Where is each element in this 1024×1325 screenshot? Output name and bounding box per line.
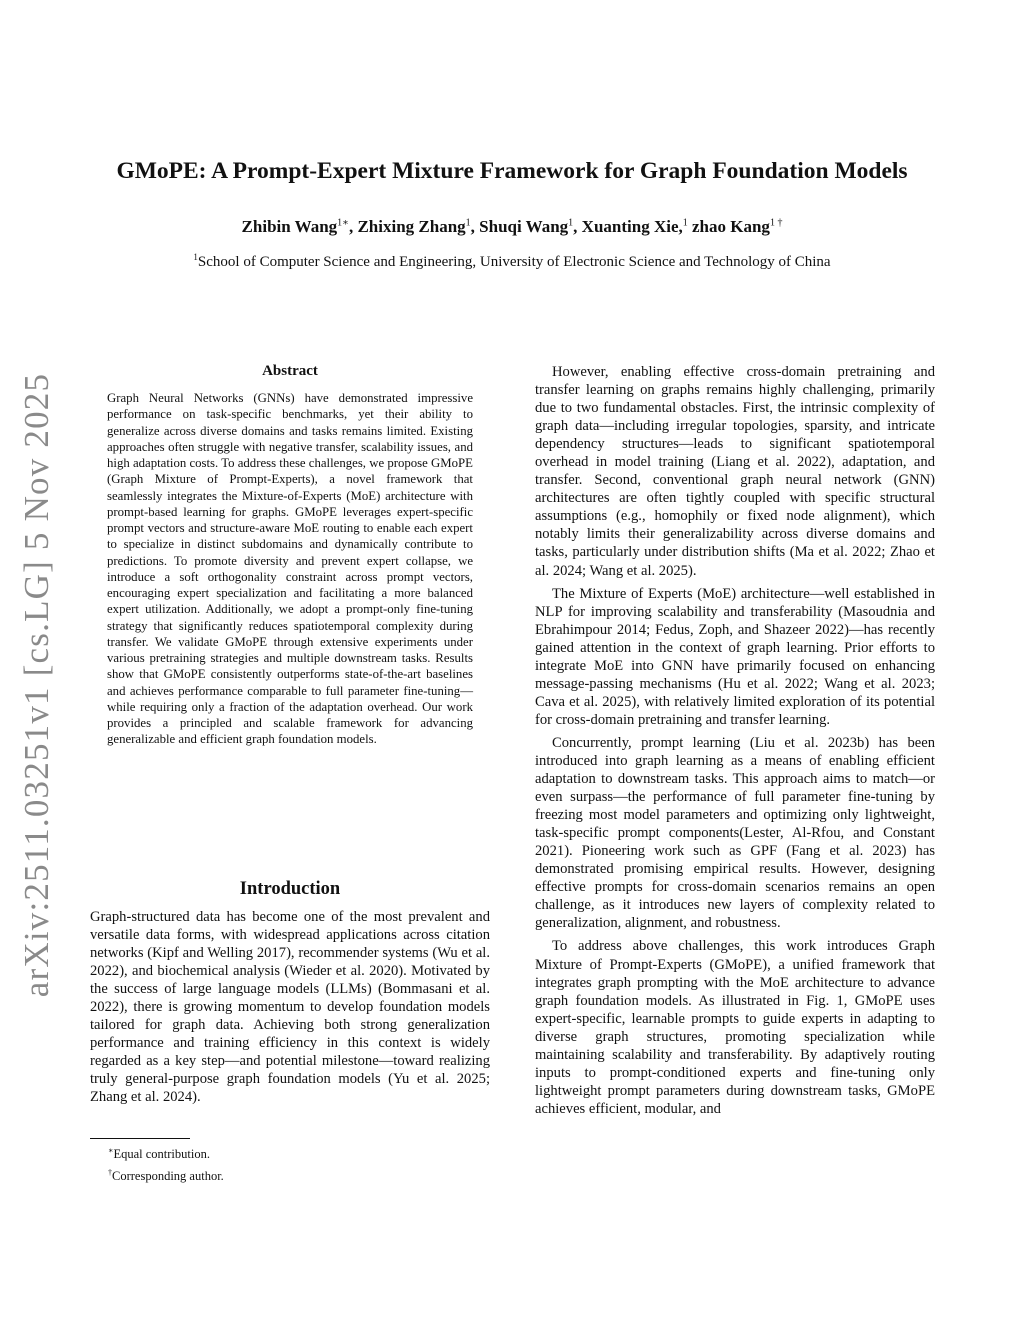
footnote-divider <box>90 1138 190 1139</box>
left-column <box>90 363 490 748</box>
author-name: Xuanting Xie, <box>581 217 683 236</box>
body-paragraph: The Mixture of Experts (MoE) architecture—well established in NLP for improving scalability and transferability (Masoudnia and Ebrahimpour 2014; Fedus, Zoph, and Shazeer 2022)—has recently gained attention in the context of graph learning. Prior efforts to integrate MoE into GNN have primarily focused on enhancing message-passing mechanisms (Hu et al. 2022; Wang et al. 2023; Cava et al. 2025), with relatively limited exploration of its potential for cross-domain pretraining and transfer learning. <box>535 585 935 728</box>
footnote-text: Corresponding author. <box>112 1168 224 1183</box>
body-paragraph: However, enabling effective cross-domain pretraining and transfer learning on graphs remains highly challenging, primarily due to two fundamental obstacles. First, the intrinsic complexity of graph data—including irregular topologies, sparsity, and intricate dependency structures—leads to significant spatiotemporal overhead in model training (Liang et al. 2022), adaptation, and transfer. Second, conventional graph neural network (GNN) architectures are often tightly coupled with specific structural assumptions (e.g., homophily or fixed node alignment), which notably limits their generalizability across diverse domains and tasks, particularly under distribution shifts (Ma et al. 2022; Zhao et al. 2024; Wang et al. 2025). <box>535 364 935 579</box>
affiliation-mark: 1 <box>193 252 198 262</box>
paper-title: GMoPE: A Prompt-Expert Mixture Framework for Graph Foundation Models <box>116 158 908 184</box>
author-affiliation-mark: 1 <box>682 217 688 229</box>
footnotes <box>108 1142 488 1185</box>
abstract-body: Graph Neural Networks (GNNs) have demonstrated impressive performance on task-specific benchmarks, yet their ability to generalize across diverse domains and tasks remains limited. Existing approaches often struggle with negative transfer, scalability issues, and high adaptation costs. To address these challenges, we propose GMoPE (Graph Mixture of Prompt-Experts), a novel framework that seamlessly integrates the Mixture-of-Experts (MoE) architecture with prompt-based learning for graphs. GMoPE leverages expert-specific prompt vectors and structure-aware MoE routing to enable each expert to specialize in distinct subdomains and dynamically contribute to predictions. To promote diversity and prevent expert collapse, we introduce a soft orthogonality constraint across prompt vectors, encouraging expert specialization and facilitating a more balanced expert utilization. Additionally, we adopt a prompt-only fine-tuning strategy that significantly reduces spatiotemporal complexity during transfer. We validate GMoPE through extensive experiments under various pretraining strategies and multiple downstream tasks. Results show that GMoPE consistently outperforms state-of-the-art baselines and achieves performance comparable to full parameter fine-tuning—while requiring only a fraction of the adaptation overhead. Our work provides a principled and scalable framework for advancing generalizable and efficient graph foundation models. <box>107 391 473 747</box>
right-column <box>535 363 935 1123</box>
author-separator: , <box>573 217 582 236</box>
author-separator: , <box>470 217 480 236</box>
abstract-section <box>90 363 490 748</box>
arxiv-identifier-text: arXiv:2511.03251v1 [cs.LG] 5 Nov 2025 <box>17 372 57 998</box>
author-name: Zhixing Zhang <box>357 217 466 236</box>
author-separator: , <box>348 217 358 236</box>
footnote-mark: ∗ <box>108 1146 114 1155</box>
footnote-corresponding-author <box>108 1164 488 1186</box>
author-affiliation-mark: 1 <box>465 217 471 229</box>
introduction-body: Graph-structured data has become one of the most prevalent and versatile data forms, with widespread applications across citation networks (Kipf and Welling 2017), recommender systems (Wu et al. 2022), and biochemical analysis (Wieder et al. 2020). Motivated by the success of large language models (LLMs) (Bommasani et al. 2022), there is growing momentum to develop foundation models tailored for graph data. Achieving both strong generalization performance and training efficiency in this context is widely regarded as a key step—and potential milestone—toward realizing truly general-purpose graph foundation models (Yu et al. 2025; Zhang et al. 2024). <box>90 909 490 1106</box>
author-affiliation-mark: 1∗ <box>337 217 349 229</box>
author-affiliation-mark: 1 † <box>769 217 783 229</box>
author-name: zhao Kang <box>692 217 770 236</box>
arxiv-identifier-stamp <box>8 372 66 998</box>
author-list <box>80 217 944 237</box>
author-affiliation-mark: 1 <box>568 217 574 229</box>
footnote-text: Equal contribution. <box>113 1147 210 1162</box>
author-affiliation <box>60 252 964 271</box>
introduction-heading: Introduction <box>239 879 341 899</box>
author-name: Zhibin Wang <box>241 217 338 236</box>
author-name: Shuqi Wang <box>479 217 569 236</box>
footnote-equal-contribution <box>108 1142 488 1164</box>
footnote-mark: † <box>108 1167 112 1177</box>
affiliation-text: School of Computer Science and Engineering, University of Electronic Science and Technology of China <box>197 254 831 270</box>
body-paragraph: Concurrently, prompt learning (Liu et al. 2023b) has been introduced into graph learning as a means of enabling efficient adaptation to downstream tasks. This approach aims to match—or even surpass—the performance of full parameter fine-tuning by freezing most model parameters and optimizing only lightweight, task-specific prompt components(Lester, Al-Rfou, and Constant 2021). Pioneering work such as GPF (Fang et al. 2023) has demonstrated promising empirical results. However, designing effective prompts for cross-domain scenarios remains an open challenge, as it introduces new layers of complexity related to generalization, alignment, and robustness. <box>535 734 935 932</box>
abstract-heading: Abstract <box>262 363 318 379</box>
body-paragraph: To address above challenges, this work introduces Graph Mixture of Prompt-Experts (GMoPE), a unified framework that integrates graph prompting with the MoE architecture to advance graph foundation models. As illustrated in Fig. 1, GMoPE uses expert-specific, learnable prompts to guide experts in adapting to diverse graph structures, promoting specialization while maintaining scalability and transferability. By adaptively routing inputs to prompt-conditioned experts and fine-tuning only lightweight prompt parameters during downstream tasks, GMoPE achieves efficient, modular, and <box>535 938 935 1117</box>
